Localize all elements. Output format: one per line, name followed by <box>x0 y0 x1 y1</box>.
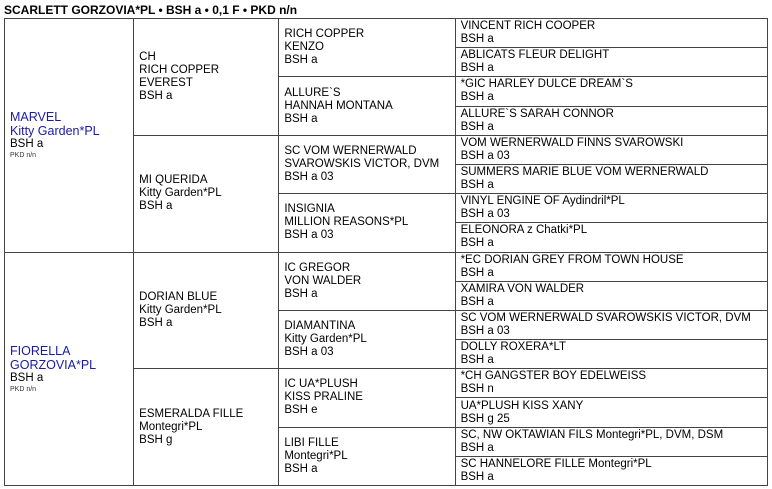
great-grandparent-cell-line: BSH a 03 <box>284 170 334 183</box>
great-great-grandparent-cell-line: *CH GANGSTER BOY EDELWEISS <box>460 370 647 383</box>
grandparent-cell <box>134 369 279 486</box>
great-great-grandparent-cell <box>455 135 767 164</box>
great-great-grandparent-cell <box>455 252 767 281</box>
great-grandparent-cell-line: INSIGNIA <box>284 203 335 216</box>
grandparent-cell <box>134 135 279 252</box>
great-grandparent-cell-line: KISS PRALINE <box>284 391 363 404</box>
great-great-grandparent-cell-line: BSH a <box>460 62 494 75</box>
great-great-grandparent-cell <box>455 340 767 369</box>
grandparent-cell-line: ESMERALDA FILLE <box>139 407 244 420</box>
great-great-grandparent-cell-line: ABLICATS FLEUR DELIGHT <box>460 49 610 62</box>
great-grandparent-cell-line: VON WALDER <box>284 274 362 287</box>
grandparent-cell <box>134 252 279 369</box>
great-great-grandparent-cell-line: BSH a <box>460 179 494 192</box>
great-great-grandparent-cell <box>455 427 767 456</box>
great-great-grandparent-cell-line: BSH a 03 <box>460 208 510 221</box>
great-grandparent-cell-line: BSH a <box>284 112 318 125</box>
great-great-grandparent-cell-line: *GIC HARLEY DULCE DREAM`S <box>460 78 633 91</box>
grandparent-cell-line: BSH g <box>139 433 173 446</box>
parent-cattery: Kitty Garden*PL <box>10 124 100 139</box>
great-great-grandparent-cell <box>455 77 767 106</box>
parent-name: MARVEL <box>10 110 62 125</box>
great-grandparent-cell-line: KENZO <box>284 41 324 54</box>
pedigree-table <box>4 18 768 486</box>
great-grandparent-cell-line: BSH a 03 <box>284 229 334 242</box>
grandparent-cell-line: RICH COPPER <box>139 63 220 76</box>
great-great-grandparent-cell-line: SC, NW OKTAWIAN FILS Montegri*PL, DVM, DSM <box>460 428 724 441</box>
great-great-grandparent-cell-line: BSH a <box>460 120 494 133</box>
great-great-grandparent-cell <box>455 310 767 339</box>
grandparent-cell-line: MI QUERIDA <box>139 174 208 187</box>
great-great-grandparent-cell-line: VOM WERNERWALD FINNS SVAROWSKI <box>460 136 684 149</box>
great-grandparent-cell <box>279 135 455 193</box>
great-grandparent-cell-line: HANNAH MONTANA <box>284 99 393 112</box>
parent-name: FIORELLA <box>10 343 71 358</box>
great-great-grandparent-cell-line: UA*PLUSH KISS XANY <box>460 399 584 412</box>
great-grandparent-cell <box>279 194 455 252</box>
great-great-grandparent-cell-line: SUMMERS MARIE BLUE VOM WERNERWALD <box>460 166 709 179</box>
great-grandparent-cell <box>279 369 455 427</box>
great-grandparent-cell-line: MILLION REASONS*PL <box>284 216 409 229</box>
grandparent-cell-line: EVEREST <box>139 76 193 89</box>
great-grandparent-cell-line: ALLURE`S <box>284 86 341 99</box>
parent-cell <box>5 19 134 253</box>
great-great-grandparent-cell-line: BSH a <box>460 91 494 104</box>
great-grandparent-cell-line: LIBI FILLE <box>284 436 339 449</box>
great-great-grandparent-cell-line: SC HANNELORE FILLE Montegri*PL <box>460 457 652 470</box>
great-great-grandparent-cell-line: BSH a 03 <box>460 324 510 337</box>
great-great-grandparent-cell-line: BSH a <box>460 237 494 250</box>
great-great-grandparent-cell <box>455 194 767 223</box>
great-grandparent-cell-line: IC UA*PLUSH <box>284 378 358 391</box>
great-great-grandparent-cell-line: XAMIRA VON WALDER <box>460 282 585 295</box>
parent-cell <box>5 252 134 486</box>
great-grandparent-cell-line: DIAMANTINA <box>284 320 356 333</box>
great-great-grandparent-cell-line: BSH a <box>460 470 494 483</box>
grandparent-cell-line: BSH a <box>139 89 173 102</box>
great-grandparent-cell <box>279 252 455 310</box>
great-great-grandparent-cell-line: BSH a <box>460 441 494 454</box>
great-grandparent-cell-line: SC VOM WERNERWALD <box>284 144 417 157</box>
great-grandparent-cell-line: BSH e <box>284 404 318 417</box>
great-great-grandparent-cell <box>455 19 767 48</box>
great-great-grandparent-cell-line: BSH a 03 <box>460 149 510 162</box>
great-great-grandparent-cell <box>455 456 767 485</box>
great-grandparent-cell-line: BSH a <box>284 54 318 67</box>
great-grandparent-cell <box>279 427 455 485</box>
great-great-grandparent-cell-line: VINCENT RICH COOPER <box>460 20 596 33</box>
parent-pkd-note: PKD n/n <box>10 152 37 160</box>
pedigree-row <box>5 252 768 281</box>
grandparent-cell-line: Kitty Garden*PL <box>139 303 222 316</box>
grandparent-cell <box>134 19 279 136</box>
great-great-grandparent-cell <box>455 398 767 427</box>
great-great-grandparent-cell-line: BSH n <box>460 383 494 396</box>
pedigree-row <box>5 19 768 48</box>
parent-pkd-note: PKD n/n <box>10 385 37 393</box>
great-great-grandparent-cell <box>455 281 767 310</box>
great-grandparent-cell <box>279 77 455 135</box>
great-great-grandparent-cell-line: BSH a <box>460 266 494 279</box>
great-grandparent-cell-line: Kitty Garden*PL <box>284 333 367 346</box>
great-grandparent-cell <box>279 310 455 368</box>
pedigree-title: SCARLETT GORZOVIA*PL • BSH a • 0,1 F • PKD n/n <box>4 3 298 17</box>
great-grandparent-cell-line: IC GREGOR <box>284 261 351 274</box>
grandparent-cell-line: BSH a <box>139 316 173 329</box>
great-great-grandparent-cell <box>455 164 767 193</box>
great-great-grandparent-cell-line: SC VOM WERNERWALD SVAROWSKIS VICTOR, DVM <box>460 311 751 324</box>
great-great-grandparent-cell-line: VINYL ENGINE OF Aydindril*PL <box>460 195 625 208</box>
grandparent-cell-line: BSH a <box>139 200 173 213</box>
great-great-grandparent-cell-line: BSH a <box>460 295 494 308</box>
great-great-grandparent-cell <box>455 369 767 398</box>
parent-color: BSH a <box>10 371 44 384</box>
great-grandparent-cell-line: SVAROWSKIS VICTOR, DVM <box>284 157 440 170</box>
great-great-grandparent-cell-line: BSH g 25 <box>460 412 510 425</box>
great-great-grandparent-cell <box>455 223 767 252</box>
great-great-grandparent-cell <box>455 106 767 135</box>
great-grandparent-cell-line: BSH a <box>284 462 318 475</box>
great-great-grandparent-cell-line: ELEONORA z Chatki*PL <box>460 224 588 237</box>
great-grandparent-cell-line: BSH a <box>284 287 318 300</box>
great-great-grandparent-cell-line: BSH a <box>460 33 494 46</box>
parent-color: BSH a <box>10 138 44 151</box>
great-grandparent-cell-line: BSH a 03 <box>284 346 334 359</box>
great-grandparent-cell <box>279 19 455 77</box>
parent-cattery: GORZOVIA*PL <box>10 357 97 372</box>
grandparent-cell-line: DORIAN BLUE <box>139 290 218 303</box>
great-great-grandparent-cell-line: BSH a <box>460 354 494 367</box>
great-great-grandparent-cell <box>455 48 767 77</box>
grandparent-cell-line: Kitty Garden*PL <box>139 187 222 200</box>
great-grandparent-cell-line: RICH COPPER <box>284 28 365 41</box>
great-great-grandparent-cell-line: ALLURE`S SARAH CONNOR <box>460 107 614 120</box>
grandparent-cell-line: Montegri*PL <box>139 420 203 433</box>
grandparent-cell-line: CH <box>139 50 156 63</box>
great-great-grandparent-cell-line: *EC DORIAN GREY FROM TOWN HOUSE <box>460 253 684 266</box>
great-great-grandparent-cell-line: DOLLY ROXERA*LT <box>460 341 567 354</box>
great-grandparent-cell-line: Montegri*PL <box>284 449 348 462</box>
